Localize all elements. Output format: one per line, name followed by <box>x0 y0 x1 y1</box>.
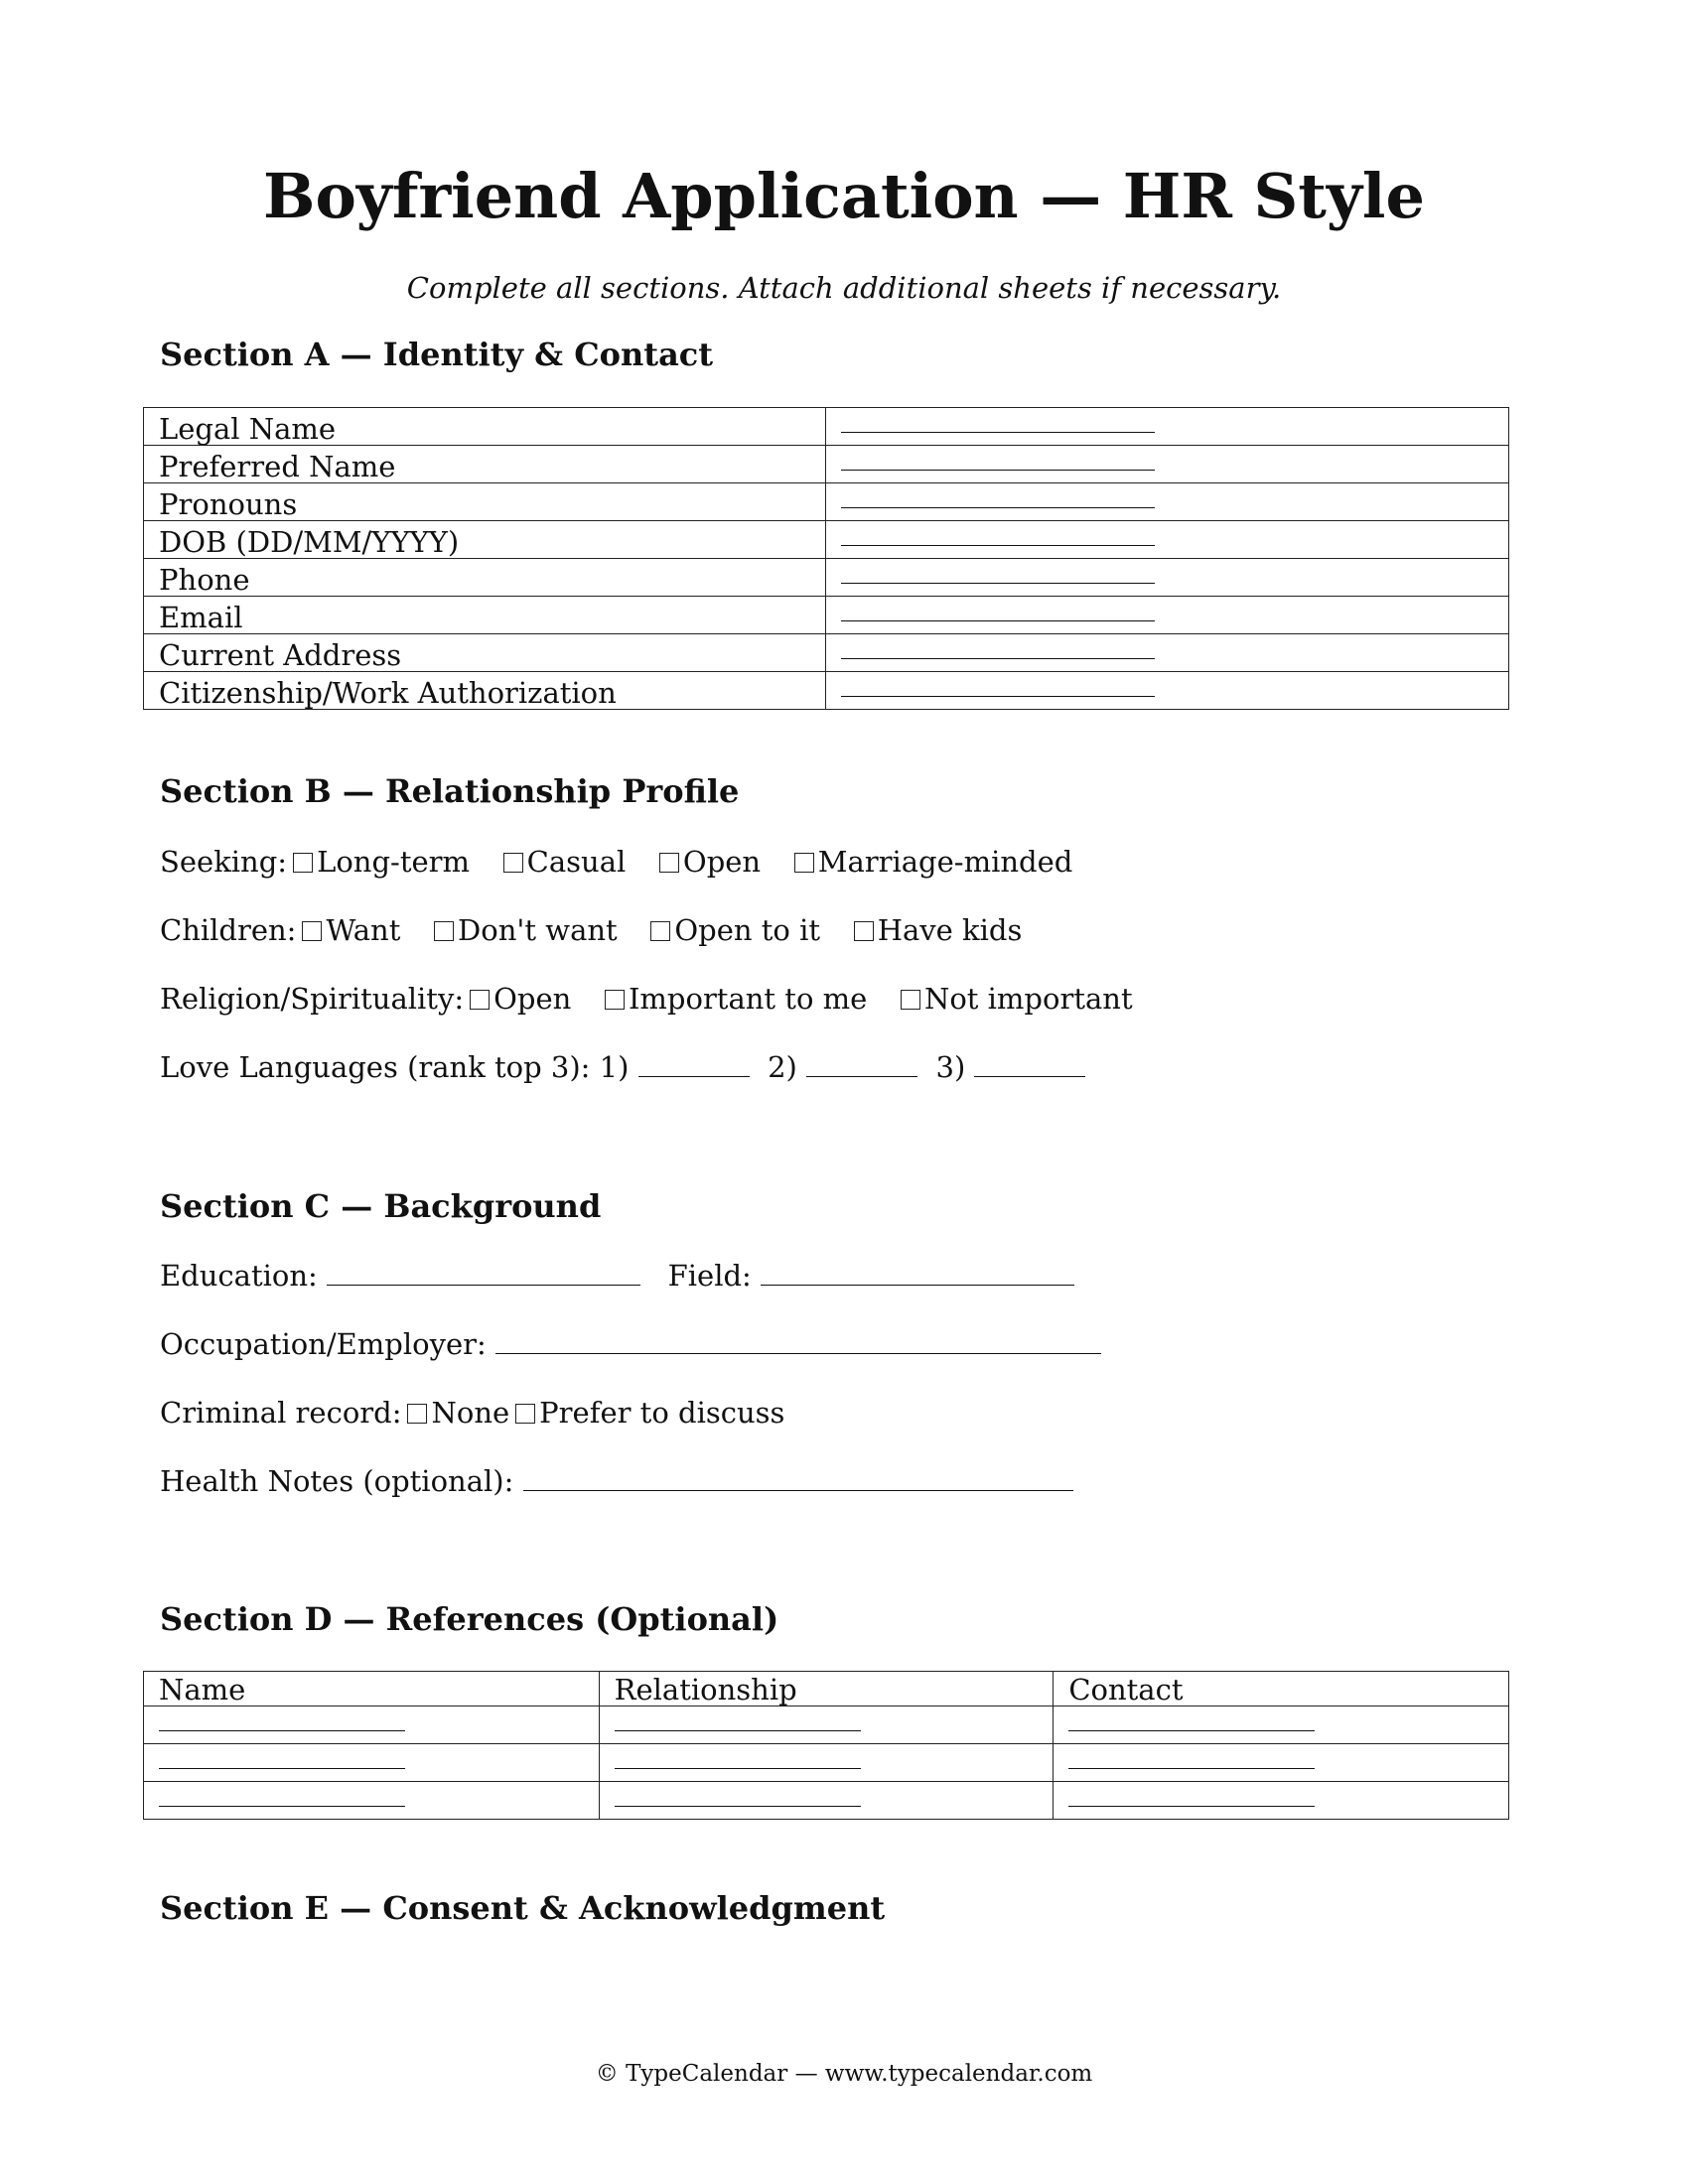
table-row <box>144 634 1509 672</box>
table-row <box>144 408 1509 446</box>
option-label: Marriage-minded <box>817 845 1073 879</box>
criminal-record-line <box>160 1394 784 1432</box>
table-header-row <box>144 1672 1509 1706</box>
field-blank[interactable] <box>826 408 1509 446</box>
field-label: Legal Name <box>144 408 826 446</box>
page-title: Boyfriend Application — HR Style <box>263 160 1425 232</box>
field-label: Email <box>144 597 826 634</box>
option-label: Have kids <box>877 913 1023 947</box>
references-table <box>143 1671 1509 1820</box>
education-label: Education: <box>160 1259 318 1293</box>
checkbox[interactable] <box>503 853 523 873</box>
education-line <box>160 1257 1074 1295</box>
occupation-label: Occupation/Employer: <box>160 1327 487 1361</box>
name-blank[interactable] <box>144 1706 600 1744</box>
field-label: DOB (DD/MM/YYYY) <box>144 521 826 559</box>
option-label: Not important <box>923 982 1133 1016</box>
section-c-heading: Section C — Background <box>160 1187 602 1225</box>
health-notes-blank[interactable] <box>523 1464 1073 1491</box>
table-row <box>144 483 1509 521</box>
field-label: Citizenship/Work Authorization <box>144 672 826 710</box>
option-label: Prefer to discuss <box>539 1396 785 1430</box>
table-row <box>144 1782 1509 1820</box>
column-header: Name <box>144 1672 600 1706</box>
relationship-blank[interactable] <box>599 1782 1054 1820</box>
section-e-heading: Section E — Consent & Acknowledgment <box>160 1889 886 1927</box>
criminal-record-label: Criminal record: <box>160 1396 402 1430</box>
occupation-blank[interactable] <box>495 1327 1101 1354</box>
section-b-heading: Section B — Relationship Profile <box>160 772 740 810</box>
option-label: Don't want <box>458 913 618 947</box>
field-label: Field: <box>667 1259 752 1293</box>
field-blank[interactable] <box>826 483 1509 521</box>
table-row <box>144 597 1509 634</box>
field-blank[interactable] <box>826 672 1509 710</box>
contact-blank[interactable] <box>1054 1744 1509 1782</box>
option-label: Open to it <box>674 913 821 947</box>
identity-contact-table <box>143 407 1509 710</box>
rank-label: 3) <box>935 1050 966 1084</box>
checkbox[interactable] <box>470 990 490 1010</box>
children-label: Children: <box>160 913 297 947</box>
education-blank[interactable] <box>327 1259 640 1286</box>
option-label: Important to me <box>628 982 868 1016</box>
checkbox[interactable] <box>794 853 814 873</box>
table-row <box>144 1706 1509 1744</box>
love-languages-line <box>160 1048 1085 1086</box>
rank-blank[interactable] <box>638 1050 750 1077</box>
health-notes-label: Health Notes (optional): <box>160 1464 514 1498</box>
rank-label: 1) <box>599 1050 630 1084</box>
option-label: Casual <box>526 845 627 879</box>
table-row <box>144 446 1509 483</box>
checkbox[interactable] <box>407 1404 427 1424</box>
checkbox[interactable] <box>434 921 454 941</box>
table-row <box>144 672 1509 710</box>
field-blank[interactable] <box>826 521 1509 559</box>
name-blank[interactable] <box>144 1744 600 1782</box>
table-row <box>144 559 1509 597</box>
field-label: Pronouns <box>144 483 826 521</box>
contact-blank[interactable] <box>1054 1782 1509 1820</box>
checkbox[interactable] <box>854 921 874 941</box>
health-notes-line <box>160 1462 1073 1500</box>
rank-blank[interactable] <box>974 1050 1085 1077</box>
field-blank[interactable] <box>761 1259 1074 1286</box>
checkbox[interactable] <box>901 990 920 1010</box>
relationship-blank[interactable] <box>599 1706 1054 1744</box>
column-header: Relationship <box>599 1672 1054 1706</box>
option-label: Want <box>326 913 401 947</box>
column-header: Contact <box>1054 1672 1509 1706</box>
rank-label: 2) <box>768 1050 797 1084</box>
field-blank[interactable] <box>826 597 1509 634</box>
contact-blank[interactable] <box>1054 1706 1509 1744</box>
relationship-blank[interactable] <box>599 1744 1054 1782</box>
love-languages-label: Love Languages (rank top 3): <box>160 1050 591 1084</box>
field-blank[interactable] <box>826 559 1509 597</box>
checkbox[interactable] <box>515 1404 535 1424</box>
rank-blank[interactable] <box>806 1050 917 1077</box>
field-label: Current Address <box>144 634 826 672</box>
field-label: Phone <box>144 559 826 597</box>
section-a-heading: Section A — Identity & Contact <box>160 336 714 373</box>
religion-label: Religion/Spirituality: <box>160 982 465 1016</box>
page-subtitle: Complete all sections. Attach additional sheets if necessary. <box>406 271 1282 305</box>
seeking-label: Seeking: <box>160 845 288 879</box>
option-label: None <box>431 1396 510 1430</box>
option-label: Open <box>493 982 572 1016</box>
field-blank[interactable] <box>826 634 1509 672</box>
children-line <box>160 911 1022 949</box>
name-blank[interactable] <box>144 1782 600 1820</box>
field-blank[interactable] <box>826 446 1509 483</box>
table-row <box>144 521 1509 559</box>
checkbox[interactable] <box>659 853 679 873</box>
religion-line <box>160 980 1133 1018</box>
occupation-line <box>160 1325 1101 1363</box>
checkbox[interactable] <box>650 921 670 941</box>
table-row <box>144 1744 1509 1782</box>
seeking-line <box>160 843 1072 881</box>
checkbox[interactable] <box>293 853 313 873</box>
checkbox[interactable] <box>605 990 625 1010</box>
section-d-heading: Section D — References (Optional) <box>160 1600 779 1638</box>
checkbox[interactable] <box>302 921 322 941</box>
footer-credit: © TypeCalendar — www.typecalendar.com <box>595 2061 1093 2087</box>
option-label: Long-term <box>317 845 470 879</box>
field-label: Preferred Name <box>144 446 826 483</box>
option-label: Open <box>682 845 762 879</box>
